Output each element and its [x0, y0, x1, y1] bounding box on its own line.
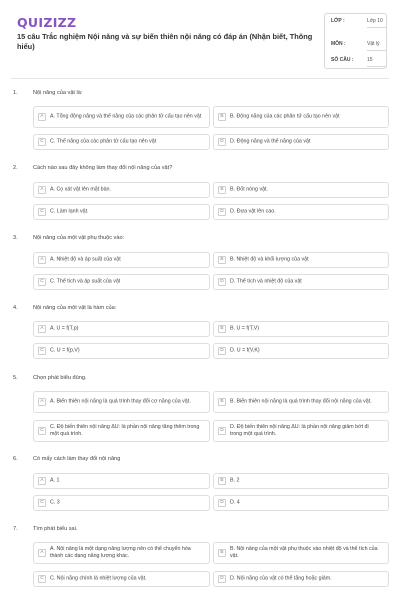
option-text: C. Độ biến thiên nội năng ΔU: là phần nội năng tăng thêm trong một quá trình.: [50, 424, 200, 437]
answer-option-a[interactable]: [33, 252, 210, 268]
option-letter: D: [218, 208, 226, 216]
meta-label: LỚP :: [331, 18, 345, 24]
option-letter: D: [218, 138, 226, 146]
option-text: B. Đốt nóng vật.: [230, 186, 268, 193]
question-text: Chọn phát biểu đúng.: [33, 375, 87, 381]
option-letter: D: [218, 499, 226, 507]
option-letter: C: [38, 138, 46, 146]
header-divider: [11, 78, 389, 79]
option-text: D. U = f(V,K): [230, 347, 260, 354]
option-text: A. Cọ xát vật lên mặt bàn.: [50, 186, 111, 193]
meta-value: 15: [367, 57, 387, 67]
option-text: B. Nội năng của một vật phụ thuộc vào nhiệt độ và thể tích của vật.: [230, 546, 378, 559]
quizizz-logo: QUIZIZZ: [17, 15, 77, 30]
answer-option-c[interactable]: [33, 420, 210, 442]
question-number: 6.: [13, 456, 18, 462]
question-number: 2.: [13, 165, 18, 171]
answer-option-b[interactable]: [213, 106, 389, 128]
answer-option-a[interactable]: [33, 542, 210, 564]
option-text: A. Nhiệt độ và áp suất của vật: [50, 256, 121, 263]
option-letter: C: [38, 575, 46, 583]
option-text: D. 4: [230, 499, 240, 506]
question-number: 1.: [13, 90, 18, 96]
answer-option-d[interactable]: [213, 343, 389, 359]
option-text: D. Độ biến thiên nội năng ΔU: là phần nội năng giảm bớt đi trong một quá trình.: [230, 424, 369, 437]
question-number: 5.: [13, 375, 18, 381]
option-text: B. U = f(T,V): [230, 325, 259, 332]
option-letter: D: [218, 575, 226, 583]
question-text: Nội năng của một vật phụ thuộc vào:: [33, 235, 125, 241]
answer-option-d[interactable]: [213, 134, 389, 150]
option-letter: D: [218, 427, 226, 435]
option-text: A. Biến thiên nội năng là quá trình thay đổi cơ năng của vật.: [50, 398, 191, 405]
answer-option-c[interactable]: [33, 343, 210, 359]
answer-option-d[interactable]: [213, 420, 389, 442]
option-letter: C: [38, 499, 46, 507]
answer-option-d[interactable]: [213, 495, 389, 511]
option-text: C. U = f(p,V): [50, 347, 80, 354]
answer-option-c[interactable]: [33, 495, 210, 511]
option-letter: B: [218, 477, 226, 485]
option-letter: B: [218, 398, 226, 406]
meta-label: SỐ CÂU :: [331, 57, 354, 63]
answer-option-a[interactable]: [33, 321, 210, 337]
option-letter: B: [218, 549, 226, 557]
answer-option-d[interactable]: [213, 571, 389, 587]
option-letter: B: [218, 325, 226, 333]
answer-option-a[interactable]: [33, 391, 210, 413]
option-letter: D: [218, 347, 226, 355]
option-letter: C: [38, 347, 46, 355]
option-text: D. Đưa vật lên cao.: [230, 208, 276, 215]
worksheet-meta-box: [324, 13, 387, 69]
answer-option-a[interactable]: [33, 473, 210, 489]
answer-option-b[interactable]: [213, 182, 389, 198]
question-text: Cách nào sau đây không làm thay đổi nội năng của vật?: [33, 165, 173, 171]
meta-value: Vật lý: [367, 41, 387, 51]
option-text: C. Làm lạnh vật.: [50, 208, 89, 215]
option-letter: A: [38, 113, 46, 121]
option-letter: A: [38, 325, 46, 333]
option-text: C. Nội năng chính là nhiệt lượng của vật.: [50, 575, 147, 582]
option-letter: A: [38, 549, 46, 557]
meta-label: MÔN :: [331, 41, 346, 47]
answer-option-d[interactable]: [213, 274, 389, 290]
option-text: A. Tổng động năng và thế năng của các phân tử cấu tạo nên vật: [50, 113, 202, 120]
question-number: 4.: [13, 305, 18, 311]
option-text: B. Nhiệt độ và khối lượng của vật: [230, 256, 309, 263]
option-text: C. Thể tích và áp suất của vật: [50, 278, 121, 285]
answer-option-b[interactable]: [213, 391, 389, 413]
answer-option-c[interactable]: [33, 134, 210, 150]
option-text: A. Nội năng là một dạng năng lượng nên có thể chuyển hóa thành các dạng năng lượng khác.: [50, 546, 191, 559]
option-text: A. U = f(T,p): [50, 325, 79, 332]
answer-option-b[interactable]: [213, 321, 389, 337]
option-letter: A: [38, 256, 46, 264]
answer-option-b[interactable]: [213, 542, 389, 564]
question-text: Nội năng của một vật là hàm của:: [33, 305, 117, 311]
answer-option-b[interactable]: [213, 473, 389, 489]
question-text: Tìm phát biểu sai.: [33, 526, 78, 532]
option-letter: A: [38, 398, 46, 406]
question-number: 3.: [13, 235, 18, 241]
answer-option-a[interactable]: [33, 182, 210, 198]
answer-option-d[interactable]: [213, 204, 389, 220]
answer-option-a[interactable]: [33, 106, 210, 128]
question-text: Có mấy cách làm thay đổi nội năng: [33, 456, 121, 462]
page-title: 15 câu Trắc nghiệm Nội năng và sự biến thiên nội năng có đáp án (Nhận biết, Thông hiểu): [17, 32, 313, 51]
option-text: C. Thế năng của các phân tử cấu tạo nên vật: [50, 138, 157, 145]
answer-option-c[interactable]: [33, 204, 210, 220]
question-text: Nội năng của vật là:: [33, 90, 83, 96]
option-letter: C: [38, 278, 46, 286]
option-letter: D: [218, 278, 226, 286]
option-text: D. Thể tích và nhiệt độ của vật: [230, 278, 302, 285]
option-letter: A: [38, 477, 46, 485]
meta-value: Lớp 10: [367, 18, 387, 28]
option-letter: A: [38, 186, 46, 194]
answer-option-c[interactable]: [33, 571, 210, 587]
option-letter: C: [38, 208, 46, 216]
answer-option-c[interactable]: [33, 274, 210, 290]
option-text: B. Động năng của các phân tử cấu tạo nên vật: [230, 113, 340, 120]
option-text: B. Biến thiên nội năng là quá trình thay đổi nội năng của vật.: [230, 398, 372, 405]
question-number: 7.: [13, 526, 18, 532]
option-text: A. 1: [50, 477, 60, 484]
option-text: D. Nội năng của vật có thể tăng hoặc giảm.: [230, 575, 332, 582]
option-letter: B: [218, 186, 226, 194]
option-text: D. Động năng và thế năng của vật: [230, 138, 311, 145]
option-letter: B: [218, 256, 226, 264]
option-letter: C: [38, 427, 46, 435]
answer-option-b[interactable]: [213, 252, 389, 268]
option-letter: B: [218, 113, 226, 121]
option-text: C. 3: [50, 499, 60, 506]
option-text: B. 2: [230, 477, 240, 484]
